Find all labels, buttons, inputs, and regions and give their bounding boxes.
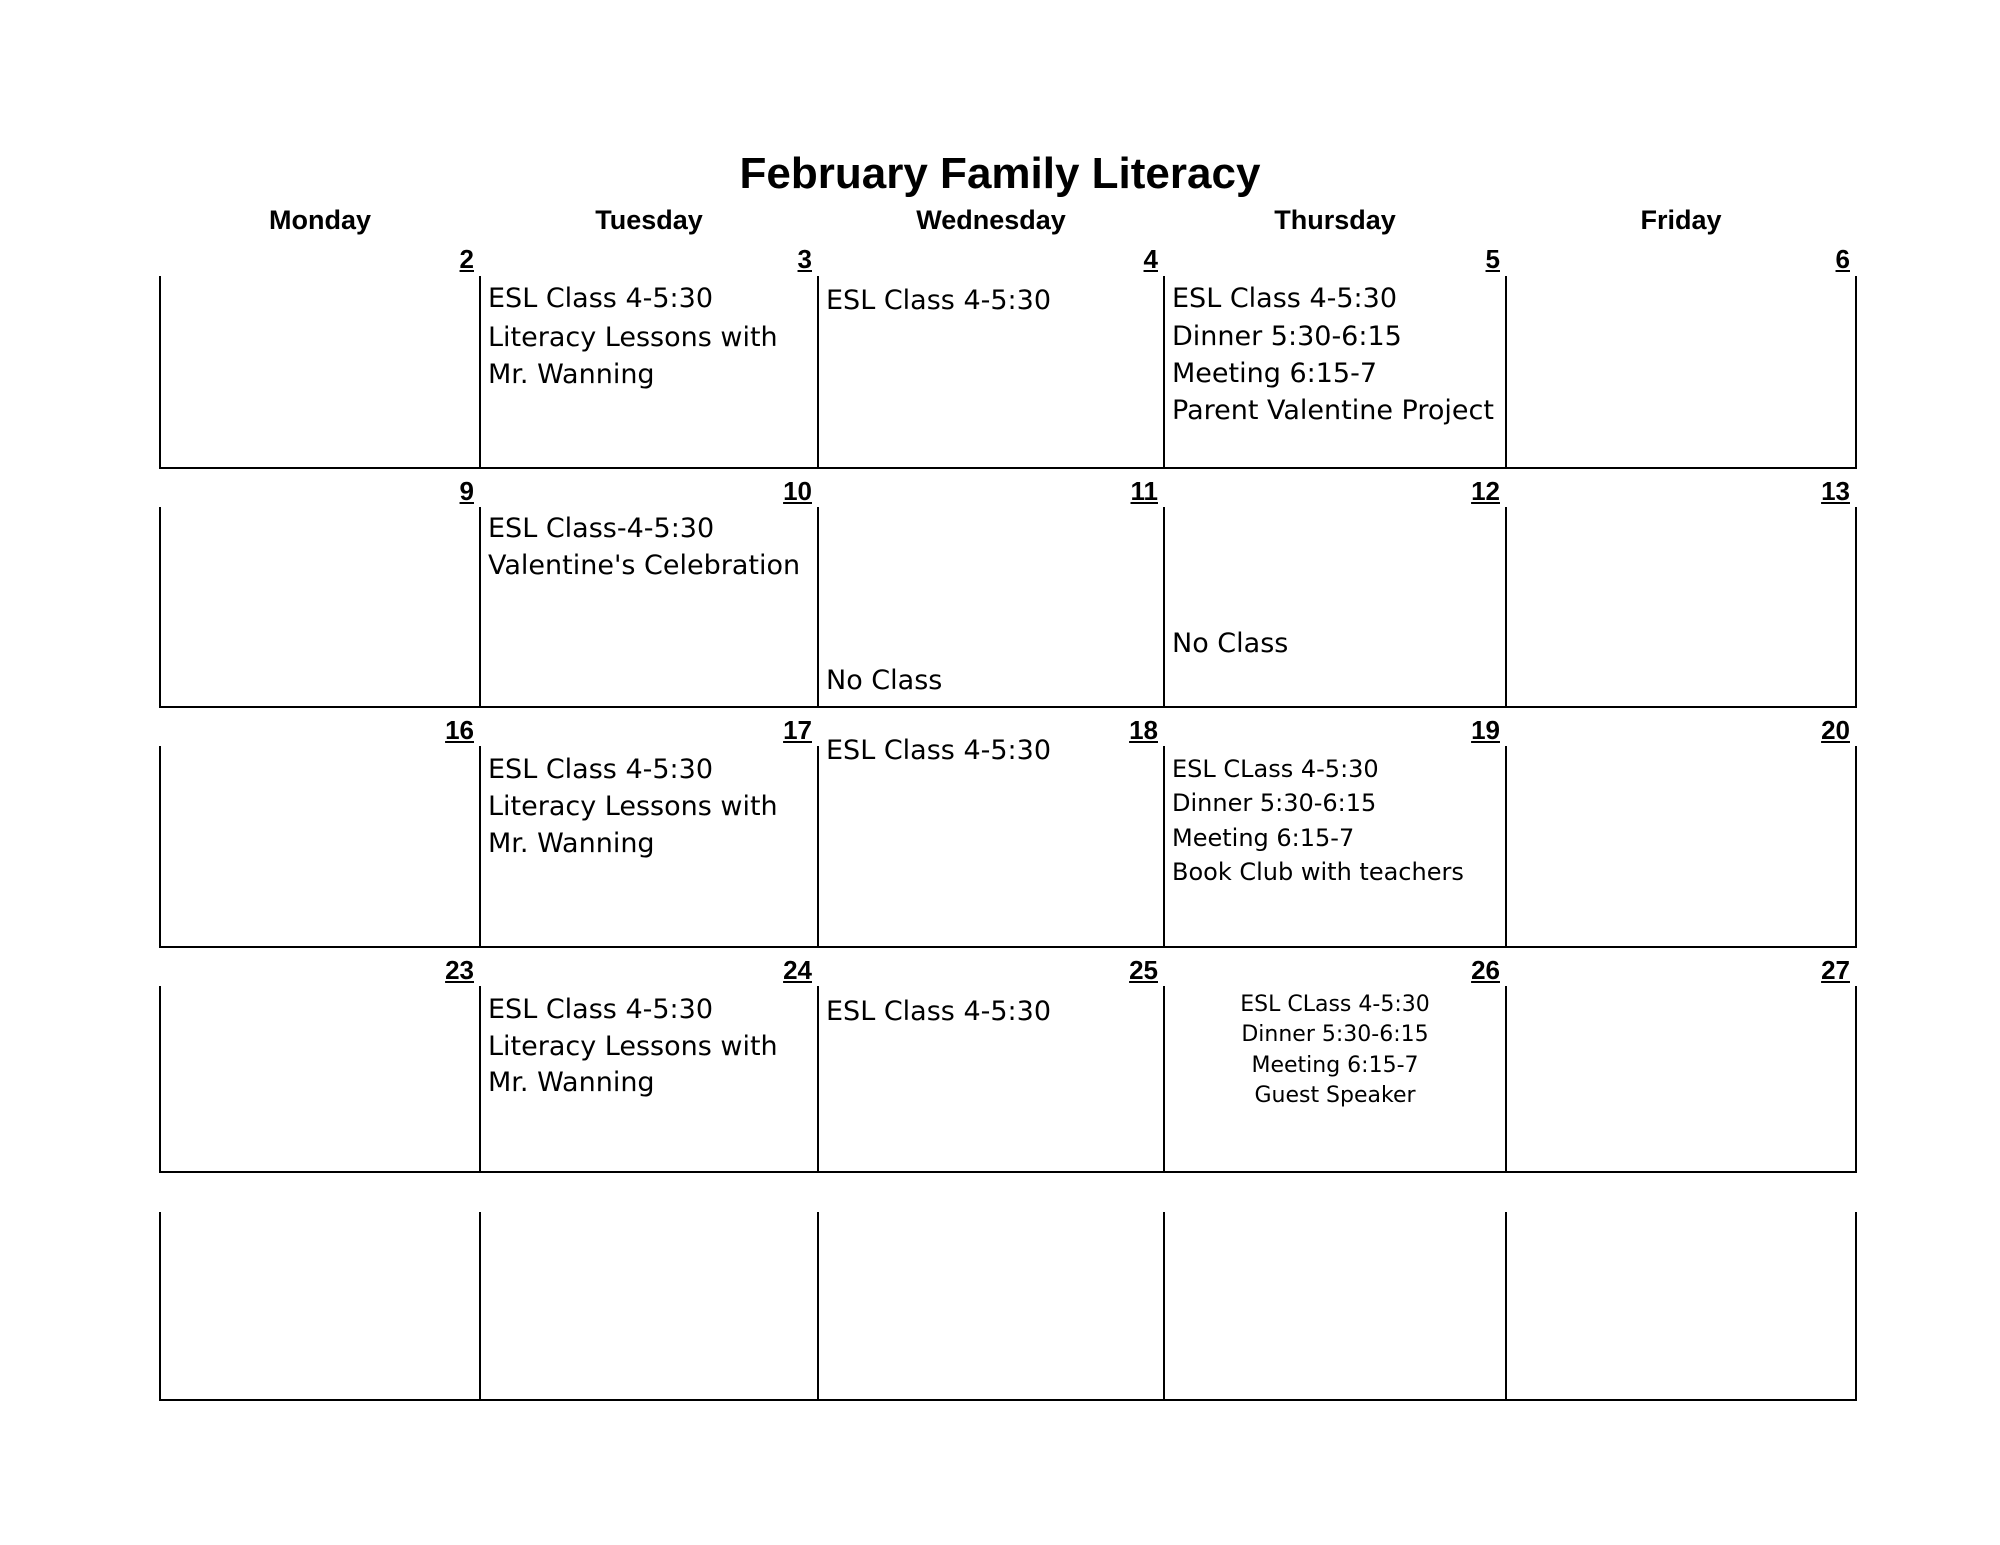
event-text: No Class bbox=[1172, 628, 1289, 659]
event-text: ESL CLass 4-5:30 bbox=[1172, 755, 1379, 783]
event-text: Literacy Lessons with bbox=[488, 1031, 778, 1062]
date-number: 9 bbox=[459, 476, 474, 506]
date-number: 25 bbox=[1129, 955, 1158, 985]
date-number: 16 bbox=[445, 715, 474, 745]
date-number: 13 bbox=[1821, 476, 1850, 506]
event-text: ESL Class 4-5:30 bbox=[826, 996, 1051, 1027]
day-cell-thursday bbox=[1163, 276, 1507, 469]
date-number: 12 bbox=[1471, 476, 1500, 506]
event-text: Book Club with teachers bbox=[1172, 858, 1464, 886]
day-cell-tuesday bbox=[479, 746, 819, 948]
date-number: 10 bbox=[783, 476, 812, 506]
event-text: Mr. Wanning bbox=[488, 828, 655, 859]
event-text: ESL Class 4-5:30 bbox=[488, 994, 713, 1025]
day-cell-monday bbox=[159, 986, 481, 1173]
day-header-wednesday: Wednesday bbox=[916, 205, 1066, 235]
day-cell-thursday bbox=[1163, 986, 1507, 1173]
day-cell-friday bbox=[1505, 986, 1857, 1173]
day-cell-tuesday bbox=[479, 276, 819, 469]
day-cell-wednesday bbox=[817, 735, 1165, 948]
day-cell-wednesday bbox=[817, 507, 1165, 708]
event-text: Mr. Wanning bbox=[488, 359, 655, 390]
date-number: 26 bbox=[1471, 955, 1500, 985]
calendar-title: February Family Literacy bbox=[739, 149, 1261, 198]
day-cell-monday bbox=[159, 507, 481, 708]
day-cell-friday bbox=[1505, 1212, 1857, 1401]
date-number: 20 bbox=[1821, 715, 1850, 745]
day-cell-wednesday bbox=[817, 276, 1165, 469]
day-cell-friday bbox=[1505, 746, 1857, 948]
date-number: 6 bbox=[1835, 244, 1850, 274]
day-cell-monday bbox=[159, 276, 481, 469]
day-cell-thursday bbox=[1163, 507, 1507, 708]
event-text: Meeting 6:15-7 bbox=[1251, 1053, 1419, 1078]
day-cell-tuesday bbox=[479, 507, 819, 708]
date-number: 19 bbox=[1471, 715, 1500, 745]
event-text: Dinner 5:30-6:15 bbox=[1172, 321, 1402, 352]
date-number: 27 bbox=[1821, 955, 1850, 985]
event-text: Literacy Lessons with bbox=[488, 791, 778, 822]
day-cell-thursday bbox=[1163, 1212, 1507, 1401]
date-number: 18 bbox=[1129, 715, 1158, 745]
day-cell-monday bbox=[159, 746, 481, 948]
date-number: 4 bbox=[1143, 244, 1158, 274]
event-text: Guest Speaker bbox=[1254, 1083, 1416, 1108]
date-number: 2 bbox=[459, 244, 474, 274]
day-cell-tuesday bbox=[479, 1212, 819, 1401]
event-text: ESL Class 4-5:30 bbox=[1172, 283, 1397, 314]
event-text: ESL CLass 4-5:30 bbox=[1240, 992, 1430, 1017]
event-text: Literacy Lessons with bbox=[488, 322, 778, 353]
day-cell-friday bbox=[1505, 507, 1857, 708]
event-text: Dinner 5:30-6:15 bbox=[1241, 1022, 1429, 1047]
day-header-monday: Monday bbox=[268, 205, 371, 235]
event-text: Meeting 6:15-7 bbox=[1172, 824, 1355, 852]
event-text: Valentine's Celebration bbox=[488, 550, 801, 581]
date-number: 17 bbox=[783, 715, 812, 745]
date-number: 11 bbox=[1130, 476, 1158, 506]
event-text: Dinner 5:30-6:15 bbox=[1172, 789, 1377, 817]
day-cell-thursday bbox=[1163, 746, 1507, 948]
event-text: ESL Class 4-5:30 bbox=[488, 754, 713, 785]
event-text: ESL Class 4-5:30 bbox=[826, 735, 1051, 766]
day-header-friday: Friday bbox=[1640, 205, 1722, 235]
event-text: Mr. Wanning bbox=[488, 1067, 655, 1098]
day-cell-wednesday bbox=[817, 986, 1165, 1173]
event-text: ESL Class 4-5:30 bbox=[488, 283, 713, 314]
day-cell-friday bbox=[1505, 276, 1857, 469]
event-text: ESL Class 4-5:30 bbox=[826, 285, 1051, 316]
event-text: ESL Class-4-5:30 bbox=[488, 513, 715, 544]
date-number: 23 bbox=[445, 955, 474, 985]
date-number: 3 bbox=[797, 244, 812, 274]
event-text: Meeting 6:15-7 bbox=[1172, 358, 1377, 389]
day-cell-wednesday bbox=[817, 1212, 1165, 1401]
day-cell-tuesday bbox=[479, 986, 819, 1173]
day-header-thursday: Thursday bbox=[1274, 205, 1396, 235]
day-header-tuesday: Tuesday bbox=[595, 205, 703, 235]
event-text: No Class bbox=[826, 665, 943, 696]
day-cell-monday bbox=[159, 1212, 481, 1401]
date-number: 5 bbox=[1485, 244, 1500, 274]
date-number: 24 bbox=[783, 955, 812, 985]
event-text: Parent Valentine Project bbox=[1172, 395, 1494, 426]
